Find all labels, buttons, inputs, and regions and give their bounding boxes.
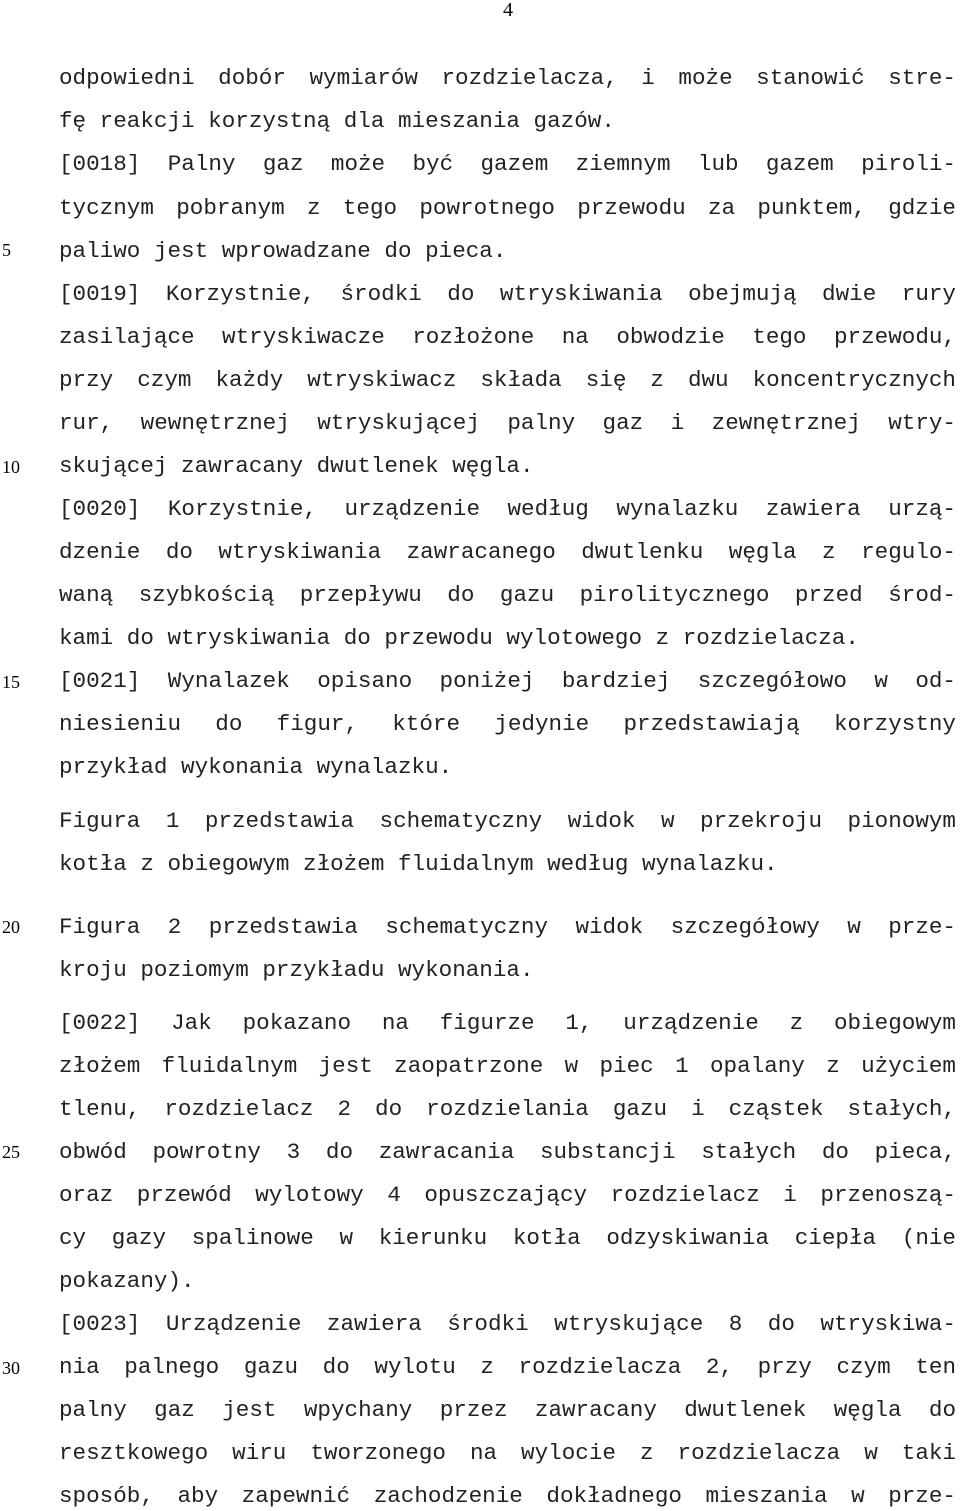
text-line: [0022] Jak pokazano na figurze 1, urządzenie z obiegowym [59,1010,956,1036]
margin-line-number: 5 [2,240,11,260]
text-line: nia palnego gazu do wylotu z rozdzielacza 2, przy czym ten [59,1354,956,1380]
text-line: niesieniu do figur, które jedynie przedstawiają korzystny [59,711,956,737]
margin-line-number: 30 [2,1358,20,1378]
text-line: [0020] Korzystnie, urządzenie według wynalazku zawiera urzą- [59,496,956,522]
text-line: cy gazy spalinowe w kierunku kotła odzyskiwania ciepła (nie [59,1225,956,1251]
text-line: złożem fluidalnym jest zaopatrzone w piec 1 opalany z użyciem [59,1053,956,1079]
text-line: oraz przewód wylotowy 4 opuszczający rozdzielacz i przenoszą- [59,1182,956,1208]
margin-line-number: 20 [2,917,20,937]
text-line: kami do wtryskiwania do przewodu wylotowego z rozdzielacza. [59,625,859,651]
text-line: waną szybkością przepływu do gazu pirolitycznego przed środ- [59,582,956,608]
text-line: paliwo jest wprowadzane do pieca. [59,238,507,264]
text-line: odpowiedni dobór wymiarów rozdzielacza, i może stanowić stre- [59,65,956,91]
text-line: dzenie do wtryskiwania zawracanego dwutlenku węgla z regulo- [59,539,956,565]
text-line: sposób, aby zapewnić zachodzenie dokładnego mieszania w prze- [59,1483,956,1509]
text-line: przykład wykonania wynalazku. [59,754,453,780]
text-line: palny gaz jest wpychany przez zawracany dwutlenek węgla do [59,1397,956,1423]
text-line: kotła z obiegowym złożem fluidalnym według wynalazku. [59,851,778,877]
text-line: skującej zawracany dwutlenek węgla. [59,453,534,479]
margin-line-number: 10 [2,457,20,477]
text-line: Figura 2 przedstawia schematyczny widok szczegółowy w prze- [59,914,956,940]
text-line: [0023] Urządzenie zawiera środki wtryskujące 8 do wtryskiwa- [59,1311,956,1337]
text-line: tycznym pobranym z tego powrotnego przewodu za punktem, gdzie [59,195,956,221]
text-line: przy czym każdy wtryskiwacz składa się z dwu koncentrycznych [59,367,956,393]
text-line: pokazany). [59,1268,195,1294]
text-line: rur, wewnętrznej wtryskującej palny gaz i zewnętrznej wtry- [59,410,956,436]
text-line: tlenu, rozdzielacz 2 do rozdzielania gazu i cząstek stałych, [59,1096,956,1122]
text-line: fę reakcji korzystną dla mieszania gazów. [59,108,615,134]
text-line: resztkowego wiru tworzonego na wylocie z rozdzielacza w taki [59,1440,956,1466]
page-number: 4 [503,0,513,21]
text-line: Figura 1 przedstawia schematyczny widok w przekroju pionowym [59,808,956,834]
margin-line-number: 25 [2,1142,20,1162]
text-line: kroju poziomym przykładu wykonania. [59,957,534,983]
margin-line-number: 15 [2,672,20,692]
text-line: [0021] Wynalazek opisano poniżej bardziej szczegółowo w od- [59,668,956,694]
text-line: [0018] Palny gaz może być gazem ziemnym lub gazem piroli- [59,151,956,177]
text-line: obwód powrotny 3 do zawracania substancji stałych do pieca, [59,1139,956,1165]
text-line: zasilające wtryskiwacze rozłożone na obwodzie tego przewodu, [59,324,956,350]
text-line: [0019] Korzystnie, środki do wtryskiwania obejmują dwie rury [59,281,956,307]
